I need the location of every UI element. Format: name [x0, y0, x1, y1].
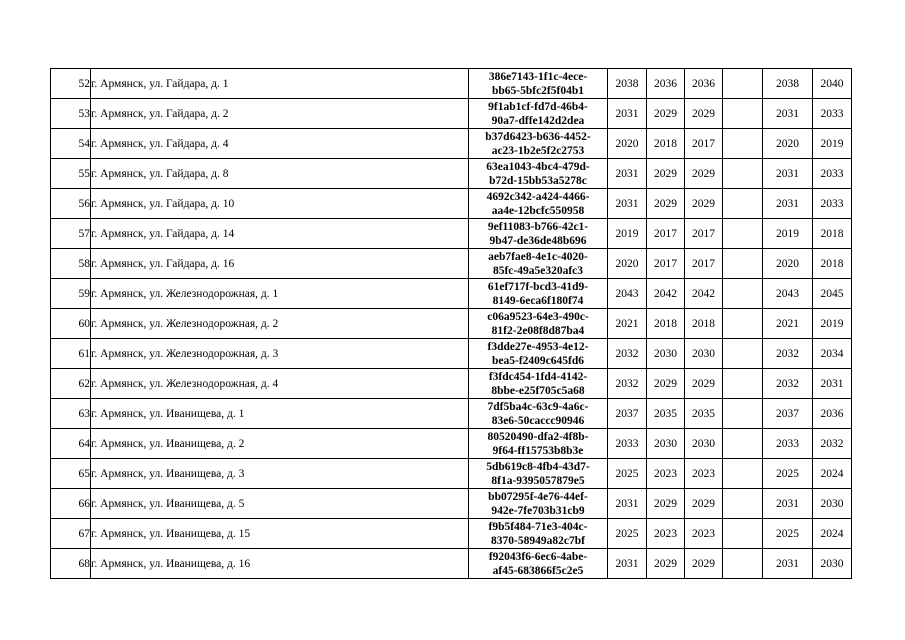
row-house-id [469, 489, 608, 519]
row-year-2: 2029 [647, 489, 685, 519]
row-year-3: 2036 [685, 69, 723, 99]
row-year-6: 2018 [813, 249, 852, 279]
house-id-line-2: 83e6-50caccc90946 [491, 414, 585, 427]
row-year-6: 2034 [813, 339, 852, 369]
row-address: г. Армянск, ул. Гайдара, д. 10 [91, 189, 469, 219]
row-house-id [469, 339, 608, 369]
table-row [51, 489, 852, 519]
house-id-line-1: 63ea1043-4bc4-479d- [486, 160, 590, 173]
table-row [51, 279, 852, 309]
row-year-4 [723, 549, 763, 579]
row-year-4 [723, 69, 763, 99]
row-house-id [469, 69, 608, 99]
row-year-2: 2018 [647, 129, 685, 159]
row-year-2: 2029 [647, 189, 685, 219]
row-year-1: 2038 [608, 69, 647, 99]
house-id-line-1: 4692c342-a424-4466- [486, 190, 590, 203]
table-row [51, 99, 852, 129]
row-year-1: 2020 [608, 129, 647, 159]
row-year-2: 2042 [647, 279, 685, 309]
row-year-5: 2031 [763, 159, 813, 189]
row-year-3: 2018 [685, 309, 723, 339]
house-id-line-2: 9b47-de36de48b696 [489, 234, 587, 247]
house-id-line-1: f3dde27e-4953-4e12- [487, 340, 589, 353]
row-year-3: 2029 [685, 549, 723, 579]
table-row [51, 399, 852, 429]
row-year-4 [723, 219, 763, 249]
row-house-id [469, 459, 608, 489]
table-row [51, 69, 852, 99]
row-year-5: 2032 [763, 369, 813, 399]
row-address: г. Армянск, ул. Иванищева, д. 5 [91, 489, 469, 519]
row-year-2: 2030 [647, 429, 685, 459]
row-year-6: 2033 [813, 189, 852, 219]
row-address: г. Армянск, ул. Железнодорожная, д. 1 [91, 279, 469, 309]
row-number: 59 [51, 279, 91, 309]
row-number: 61 [51, 339, 91, 369]
row-year-1: 2020 [608, 249, 647, 279]
house-id-line-2: 8370-58949a82c7bf [491, 534, 585, 547]
house-id-line-1: b37d6423-b636-4452- [485, 130, 591, 143]
row-year-2: 2017 [647, 219, 685, 249]
row-year-3: 2030 [685, 429, 723, 459]
row-year-2: 2029 [647, 549, 685, 579]
house-id-line-2: af45-683866f5c2e5 [492, 564, 584, 577]
row-number: 66 [51, 489, 91, 519]
house-id-line-2: aa4e-12bcfc550958 [491, 204, 585, 217]
row-year-3: 2017 [685, 129, 723, 159]
row-year-1: 2043 [608, 279, 647, 309]
house-id-line-1: 5db619c8-4fb4-43d7- [486, 460, 590, 473]
table-row [51, 369, 852, 399]
house-id-line-1: 386e7143-1f1c-4ece- [488, 70, 588, 83]
row-address: г. Армянск, ул. Иванищева, д. 1 [91, 399, 469, 429]
row-year-1: 2032 [608, 339, 647, 369]
house-id-line-2: b72d-15bb53a5278c [489, 174, 587, 187]
table-row [51, 249, 852, 279]
row-year-3: 2017 [685, 219, 723, 249]
house-id-line-1: f92043f6-6ec6-4abe- [488, 550, 588, 563]
row-house-id [469, 399, 608, 429]
row-year-5: 2031 [763, 189, 813, 219]
table-row [51, 309, 852, 339]
row-year-4 [723, 489, 763, 519]
row-address: г. Армянск, ул. Гайдара, д. 14 [91, 219, 469, 249]
row-year-1: 2025 [608, 459, 647, 489]
row-year-2: 2023 [647, 459, 685, 489]
house-id-line-2: 90a7-dffe142d2dea [491, 114, 585, 127]
house-id-line-1: f3fdc454-1fd4-4142- [488, 370, 588, 383]
row-number: 62 [51, 369, 91, 399]
house-id-line-2: ac23-1b2e5f2c2753 [491, 144, 585, 157]
house-id-line-2: bb65-5bfc2f5f04b1 [491, 84, 584, 97]
row-year-2: 2029 [647, 99, 685, 129]
row-house-id [469, 219, 608, 249]
house-id-line-2: 81f2-2e08f8d87ba4 [491, 324, 585, 337]
house-id-line-1: bb07295f-4e76-44ef- [488, 490, 588, 503]
row-address: г. Армянск, ул. Железнодорожная, д. 3 [91, 339, 469, 369]
table-row [51, 549, 852, 579]
row-year-5: 2031 [763, 549, 813, 579]
house-id-line-2: 942e-7fe703b31cb9 [491, 504, 585, 517]
row-year-1: 2031 [608, 549, 647, 579]
row-year-4 [723, 129, 763, 159]
row-number: 53 [51, 99, 91, 129]
row-number: 57 [51, 219, 91, 249]
row-house-id [469, 159, 608, 189]
row-number: 64 [51, 429, 91, 459]
row-year-4 [723, 159, 763, 189]
house-id-line-2: 9f64-ff15753b8b3e [492, 444, 584, 457]
row-year-3: 2023 [685, 519, 723, 549]
row-year-1: 2037 [608, 399, 647, 429]
row-address: г. Армянск, ул. Гайдара, д. 2 [91, 99, 469, 129]
row-house-id [469, 129, 608, 159]
table-row [51, 459, 852, 489]
row-house-id [469, 99, 608, 129]
row-year-5: 2031 [763, 99, 813, 129]
row-year-3: 2017 [685, 249, 723, 279]
house-id-line-1: 9f1ab1cf-fd7d-46b4- [488, 100, 588, 113]
row-number: 63 [51, 399, 91, 429]
row-year-3: 2029 [685, 99, 723, 129]
row-year-3: 2029 [685, 369, 723, 399]
house-id-line-2: bea5-f2409c645fd6 [492, 354, 584, 367]
row-number: 68 [51, 549, 91, 579]
row-year-6: 2036 [813, 399, 852, 429]
house-id-line-1: 9ef11083-b766-42c1- [487, 220, 589, 233]
row-year-6: 2032 [813, 429, 852, 459]
table-row [51, 129, 852, 159]
row-number: 55 [51, 159, 91, 189]
row-year-1: 2031 [608, 99, 647, 129]
row-year-6: 2018 [813, 219, 852, 249]
table-row [51, 219, 852, 249]
row-house-id [469, 429, 608, 459]
row-number: 54 [51, 129, 91, 159]
row-year-1: 2021 [608, 309, 647, 339]
row-year-2: 2023 [647, 519, 685, 549]
row-year-4 [723, 249, 763, 279]
row-year-2: 2017 [647, 249, 685, 279]
row-address: г. Армянск, ул. Иванищева, д. 3 [91, 459, 469, 489]
row-year-6: 2030 [813, 489, 852, 519]
row-year-5: 2021 [763, 309, 813, 339]
house-id-line-1: 61ef717f-bcd3-41d9- [487, 280, 589, 293]
row-year-4 [723, 189, 763, 219]
row-year-1: 2032 [608, 369, 647, 399]
table-row [51, 339, 852, 369]
row-year-6: 2024 [813, 519, 852, 549]
row-number: 65 [51, 459, 91, 489]
row-year-5: 2020 [763, 129, 813, 159]
row-year-4 [723, 99, 763, 129]
row-house-id [469, 549, 608, 579]
row-year-2: 2035 [647, 399, 685, 429]
row-address: г. Армянск, ул. Железнодорожная, д. 4 [91, 369, 469, 399]
row-house-id [469, 519, 608, 549]
row-year-6: 2033 [813, 159, 852, 189]
row-year-3: 2035 [685, 399, 723, 429]
row-year-1: 2031 [608, 189, 647, 219]
row-year-2: 2029 [647, 369, 685, 399]
house-id-line-2: 8bbe-e25f705c5a68 [491, 384, 585, 397]
row-house-id [469, 369, 608, 399]
row-address: г. Армянск, ул. Гайдара, д. 1 [91, 69, 469, 99]
table-row [51, 429, 852, 459]
row-address: г. Армянск, ул. Гайдара, д. 4 [91, 129, 469, 159]
row-year-3: 2029 [685, 189, 723, 219]
row-year-5: 2032 [763, 339, 813, 369]
table-row [51, 519, 852, 549]
row-house-id [469, 309, 608, 339]
row-year-6: 2019 [813, 129, 852, 159]
row-year-5: 2020 [763, 249, 813, 279]
table-body [51, 69, 852, 579]
house-id-line-2: 85fc-49a5e320afc3 [492, 264, 584, 277]
row-year-6: 2031 [813, 369, 852, 399]
row-year-3: 2042 [685, 279, 723, 309]
table-row [51, 159, 852, 189]
house-id-line-1: c06a9523-64e3-490c- [487, 310, 589, 323]
row-number: 60 [51, 309, 91, 339]
row-address: г. Армянск, ул. Железнодорожная, д. 2 [91, 309, 469, 339]
row-year-4 [723, 369, 763, 399]
row-year-6: 2030 [813, 549, 852, 579]
house-id-line-2: 8f1a-9395057879e5 [491, 474, 585, 487]
table-row [51, 189, 852, 219]
address-table [50, 68, 852, 579]
row-year-6: 2024 [813, 459, 852, 489]
house-id-line-2: 8149-6eca6f180f74 [492, 294, 584, 307]
row-year-4 [723, 519, 763, 549]
row-year-3: 2029 [685, 159, 723, 189]
row-year-5: 2038 [763, 69, 813, 99]
row-year-5: 2043 [763, 279, 813, 309]
row-address: г. Армянск, ул. Иванищева, д. 2 [91, 429, 469, 459]
house-id-line-1: 7df5ba4c-63c9-4a6c- [487, 400, 589, 413]
row-year-5: 2037 [763, 399, 813, 429]
row-year-5: 2019 [763, 219, 813, 249]
row-number: 56 [51, 189, 91, 219]
row-year-6: 2040 [813, 69, 852, 99]
house-id-line-1: f9b5f484-71e3-404c- [488, 520, 588, 533]
row-address: г. Армянск, ул. Гайдара, д. 16 [91, 249, 469, 279]
row-year-2: 2029 [647, 159, 685, 189]
row-year-2: 2018 [647, 309, 685, 339]
row-year-5: 2033 [763, 429, 813, 459]
row-house-id [469, 249, 608, 279]
house-id-line-1: aeb7fae8-4e1c-4020- [488, 250, 588, 263]
row-number: 58 [51, 249, 91, 279]
row-year-5: 2025 [763, 459, 813, 489]
row-number: 52 [51, 69, 91, 99]
row-year-3: 2030 [685, 339, 723, 369]
row-year-1: 2025 [608, 519, 647, 549]
row-year-4 [723, 279, 763, 309]
row-year-1: 2031 [608, 159, 647, 189]
row-year-6: 2033 [813, 99, 852, 129]
row-year-4 [723, 429, 763, 459]
row-year-4 [723, 339, 763, 369]
row-house-id [469, 189, 608, 219]
row-year-5: 2025 [763, 519, 813, 549]
row-year-2: 2036 [647, 69, 685, 99]
row-year-2: 2030 [647, 339, 685, 369]
row-year-4 [723, 309, 763, 339]
row-year-3: 2029 [685, 489, 723, 519]
row-address: г. Армянск, ул. Иванищева, д. 15 [91, 519, 469, 549]
row-address: г. Армянск, ул. Иванищева, д. 16 [91, 549, 469, 579]
row-year-4 [723, 399, 763, 429]
row-year-6: 2045 [813, 279, 852, 309]
row-address: г. Армянск, ул. Гайдара, д. 8 [91, 159, 469, 189]
row-number: 67 [51, 519, 91, 549]
row-year-1: 2033 [608, 429, 647, 459]
row-year-5: 2031 [763, 489, 813, 519]
row-year-6: 2019 [813, 309, 852, 339]
row-year-1: 2031 [608, 489, 647, 519]
row-year-1: 2019 [608, 219, 647, 249]
house-id-line-1: 80520490-dfa2-4f8b- [487, 430, 589, 443]
row-year-3: 2023 [685, 459, 723, 489]
row-year-4 [723, 459, 763, 489]
row-house-id [469, 279, 608, 309]
